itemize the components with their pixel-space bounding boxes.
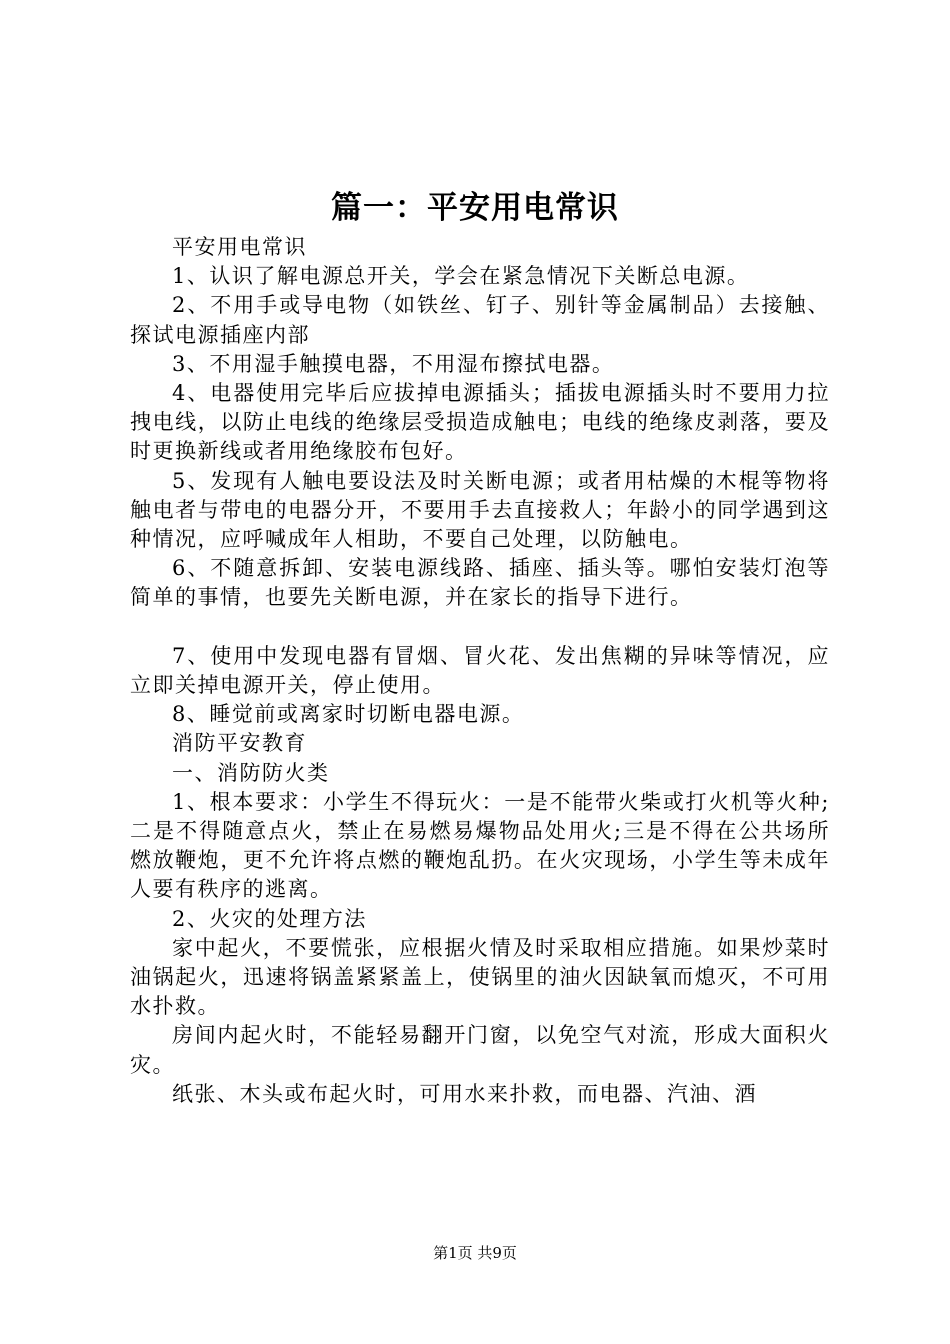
paragraph: 7、使用中发现电器有冒烟、冒火花、发出焦糊的异味等情况，应立即关掉电源开关，停止使用。 [130,643,830,698]
paragraph: 纸张、木头或布起火时，可用水来扑救，而电器、汽油、酒 [172,1081,757,1106]
paragraph: 6、不随意拆卸、安装电源线路、插座、插头等。哪怕安装灯泡等简单的事情，也要先关断电源，并在家长的指导下进行。 [130,556,830,610]
paragraph: 2、不用手或导电物（如铁丝、钉子、别针等金属制品）去接触、探试电源插座内部 [130,293,830,347]
paragraph: 3、不用湿手触摸电器，不用湿布擦拭电器。 [172,351,615,376]
document-body [130,233,830,1109]
section-heading: 一、消防防火类 [172,760,330,785]
page-footer: 第1页 共9页 [433,1244,517,1262]
paragraph: 5、发现有人触电要设法及时关断电源；或者用枯燥的木棍等物将触电者与带电的电器分开，不要用手去直接救人；年龄小的同学遇到这种情况，应呼喊成年人相助，不要自己处理，以防触电。 [130,468,830,552]
section-heading: 消防平安教育 [172,731,307,756]
paragraph: 房间内起火时，不能轻易翻开门窗，以免空气对流，形成大面积火灾。 [130,1023,830,1077]
page-title: 篇一：平安用电常识 [331,190,619,226]
paragraph: 4、电器使用完毕后应拔掉电源插头；插拔电源插头时不要用力拉拽电线，以防止电线的绝缘层受损造成触电；电线的绝缘皮剥落，要及时更换新线或者用绝缘胶布包好。 [130,381,830,464]
paragraph: 8、睡觉前或离家时切断电器电源。 [172,702,525,727]
blank-line [130,613,830,642]
paragraph: 2、火灾的处理方法 [172,906,367,931]
paragraph: 家中起火，不要慌张，应根据火情及时采取相应措施。如果炒菜时油锅起火，迅速将锅盖紧紧盖上，使锅里的油火因缺氧而熄灭，不可用水扑救。 [130,935,830,1019]
paragraph: 1、认识了解电源总开关，学会在紧急情况下关断总电源。 [172,264,750,289]
paragraph: 平安用电常识 [172,235,307,259]
paragraph: 1、根本要求：小学生不得玩火：一是不能带火柴或打火机等火种;二是不得随意点火，禁止在易燃易爆物品处用火;三是不得在公共场所燃放鞭炮，更不允许将点燃的鞭炮乱扔。在火灾现场，小学生等未成年人要有秩序的逃离。 [130,789,830,902]
